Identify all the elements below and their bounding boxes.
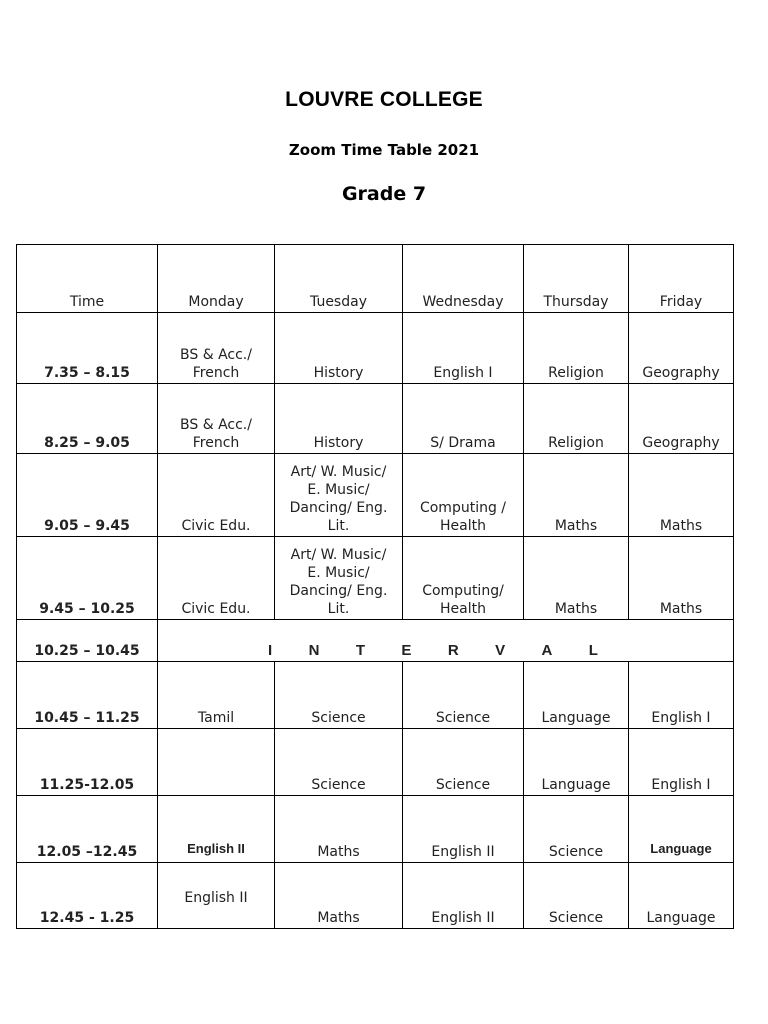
table-row [17, 729, 734, 796]
friday-cell: Maths [629, 454, 734, 537]
friday-cell: Language [629, 863, 734, 929]
column-header-time: Time [17, 245, 158, 313]
time-cell: 7.35 – 8.15 [17, 313, 158, 384]
table-row [17, 537, 734, 620]
interval-label [268, 642, 598, 660]
thursday-cell: Maths [524, 454, 629, 537]
column-header-thursday: Thursday [524, 245, 629, 313]
college-title: LOUVRE COLLEGE [285, 88, 483, 111]
thursday-cell: Language [524, 729, 629, 796]
wednesday-cell: S/ Drama [403, 384, 524, 454]
wednesday-cell: Computing/ Health [403, 537, 524, 620]
interval-letter: V [495, 642, 506, 659]
interval-letter: A [541, 642, 553, 659]
time-cell: 9.05 – 9.45 [17, 454, 158, 537]
wednesday-cell: English I [403, 313, 524, 384]
table-row [17, 454, 734, 537]
table-row [17, 313, 734, 384]
column-header-tuesday: Tuesday [275, 245, 403, 313]
timetable [16, 244, 734, 929]
table-row [17, 384, 734, 454]
friday-cell: Geography [629, 384, 734, 454]
interval-letter: T [355, 642, 365, 659]
wednesday-cell: English II [403, 863, 524, 929]
interval-letter: I [268, 642, 273, 659]
table-row [17, 863, 734, 929]
header-row [17, 245, 734, 313]
interval-letter: E [401, 642, 412, 659]
thursday-cell: Language [524, 662, 629, 729]
wednesday-cell: Science [403, 662, 524, 729]
column-header-wednesday: Wednesday [403, 245, 524, 313]
tuesday-cell: Art/ W. Music/ E. Music/ Dancing/ Eng. Lit. [275, 454, 403, 537]
friday-cell [629, 796, 734, 863]
friday-cell: English I [629, 662, 734, 729]
table-row [17, 796, 734, 863]
time-cell: 10.45 – 11.25 [17, 662, 158, 729]
column-header-friday: Friday [629, 245, 734, 313]
monday-cell [158, 729, 275, 796]
monday-cell-label: English II [187, 841, 245, 856]
friday-cell: English I [629, 729, 734, 796]
friday-cell: Maths [629, 537, 734, 620]
thursday-cell: Maths [524, 537, 629, 620]
friday-cell-label: Language [650, 841, 712, 856]
wednesday-cell: Science [403, 729, 524, 796]
tuesday-cell: Art/ W. Music/ E. Music/ Dancing/ Eng. Lit. [275, 537, 403, 620]
tuesday-cell: Science [275, 662, 403, 729]
tuesday-cell: History [275, 384, 403, 454]
tuesday-cell: Maths [275, 796, 403, 863]
timetable-subtitle: Zoom Time Table 2021 [288, 141, 480, 159]
grade-heading: Grade 7 [341, 183, 427, 205]
monday-cell: Civic Edu. [158, 454, 275, 537]
time-cell: 12.05 –12.45 [17, 796, 158, 863]
thursday-cell: Religion [524, 384, 629, 454]
time-cell: 9.45 – 10.25 [17, 537, 158, 620]
table-row [17, 662, 734, 729]
time-cell: 10.25 – 10.45 [17, 620, 158, 662]
tuesday-cell: Science [275, 729, 403, 796]
monday-cell: Tamil [158, 662, 275, 729]
wednesday-cell: English II [403, 796, 524, 863]
interval-letter: R [447, 642, 459, 659]
time-cell: 12.45 - 1.25 [17, 863, 158, 929]
interval-letter: N [308, 642, 320, 659]
thursday-cell: Science [524, 863, 629, 929]
tuesday-cell: Maths [275, 863, 403, 929]
column-header-monday-label: Monday [188, 294, 244, 310]
wednesday-cell: Computing / Health [403, 454, 524, 537]
interval-letter: L [588, 642, 598, 659]
time-cell: 11.25-12.05 [17, 729, 158, 796]
thursday-cell: Science [524, 796, 629, 863]
monday-cell: BS & Acc./ French [158, 313, 275, 384]
interval-row [17, 620, 734, 662]
friday-cell: Geography [629, 313, 734, 384]
time-cell: 8.25 – 9.05 [17, 384, 158, 454]
column-header-monday [158, 245, 275, 313]
monday-cell: English II [158, 863, 275, 929]
monday-cell: Civic Edu. [158, 537, 275, 620]
tuesday-cell: History [275, 313, 403, 384]
interval-cell [158, 620, 734, 662]
monday-cell [158, 796, 275, 863]
thursday-cell: Religion [524, 313, 629, 384]
monday-cell: BS & Acc./ French [158, 384, 275, 454]
